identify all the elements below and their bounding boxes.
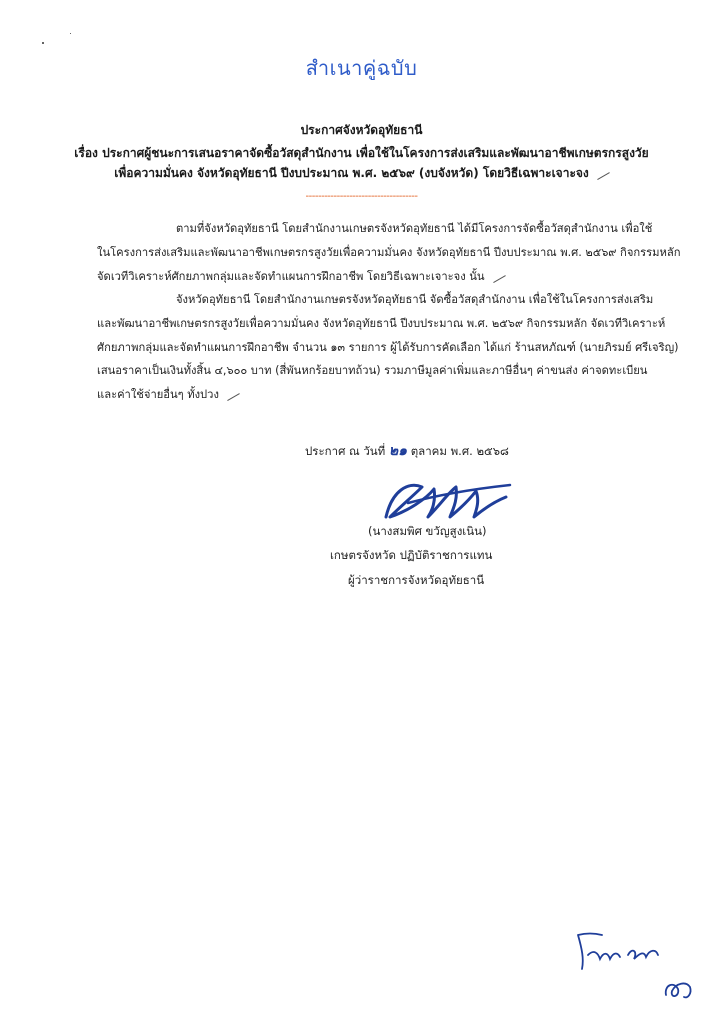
signer-position: เกษตรจังหวัด ปฏิบัติราชการแทน (330, 548, 493, 562)
paragraph-line: จังหวัดอุทัยธานี โดยสำนักงานเกษตรจังหวัดอุทัยธานี จัดซื้อวัสดุสำนักงาน เพื่อใช้ในโครงการส่งเสริม (176, 293, 654, 306)
paragraph-line: ในโครงการส่งเสริมและพัฒนาอาชีพเกษตรกรสูงวัยเพื่อความมั่นคง จังหวัดอุทัยธานี ปีงบประมาณ พ.ศ. ๒๕๖๙ กิจกรรมหลัก (97, 245, 681, 259)
subject-line-2: เพื่อความมั่นคง จังหวัดอุทัยธานี ปีงบประมาณ พ.ศ. ๒๕๖๙ (งบจังหวัด) โดยวิธีเฉพาะเจาะจง (60, 163, 663, 183)
paragraph-line: ตามที่จังหวัดอุทัยธานี โดยสำนักงานเกษตรจังหวัดอุทัยธานี ได้มีโครงการจัดซื้อวัสดุสำนักงาน เพื่อใช้ (176, 222, 653, 235)
signature-image (378, 477, 518, 523)
announcement-title: ประกาศจังหวัดอุทัยธานี (300, 123, 423, 137)
check-mark-icon (224, 388, 240, 401)
announce-date: ประกาศ ณ วันที่ ๒๑ ตุลาคม พ.ศ. ๒๕๖๘ (305, 443, 509, 459)
paragraph-1 (0, 217, 723, 288)
speck (70, 33, 71, 34)
paragraph-2 (0, 288, 723, 407)
check-mark-icon (594, 167, 610, 180)
paragraph-line: และค่าใช้จ่ายอื่นๆ ทั้งปวง (0, 383, 723, 407)
handwritten-day: ๒๑ (388, 443, 408, 459)
paragraph-line: ศักยภาพกลุ่มและจัดทำแผนการฝึกอาชีพ จำนวน ๑๓ รายการ ผู้ได้รับการคัดเลือก ได้แก่ ร้านสหภัณฑ์ (นายภิรมย์ ศรีเจริญ) (97, 340, 679, 354)
signer-name: (นางสมพิศ ขวัญสูงเนิน) (368, 524, 487, 538)
paragraph-line: เสนอราคาเป็นเงินทั้งสิ้น ๔,๖๐๐ บาท (สี่พันหกร้อยบาทถ้วน) รวมภาษีมูลค่าเพิ่มและภาษีอื่นๆ ค่าขนส่ง ค่าจดทะเบียน (97, 364, 648, 378)
paragraph-line: จัดเวทีวิเคราะห์ศักยภาพกลุ่มและจัดทำแผนการฝึกอาชีพ โดยวิธีเฉพาะเจาะจง นั้น (0, 265, 723, 289)
initials-mark (660, 975, 696, 1003)
copy-stamp: สำเนาคู่ฉบับ (305, 56, 418, 80)
signer-acting-for: ผู้ว่าราชการจังหวัดอุทัยธานี (348, 573, 485, 587)
initials-mark (572, 925, 662, 973)
speck (42, 42, 44, 44)
paragraph-line: และพัฒนาอาชีพเกษตรกรสูงวัยเพื่อความมั่นคง จังหวัดอุทัยธานี ปีงบประมาณ พ.ศ. ๒๕๖๙ กิจกรรมหลัก จัดเวทีวิเคราะห์ (97, 316, 666, 330)
check-mark-icon (490, 270, 506, 283)
divider: ------------------------------------ (305, 191, 418, 202)
subject-line-1: เรื่อง ประกาศผู้ชนะการเสนอราคาจัดซื้อวัสดุสำนักงาน เพื่อใช้ในโครงการส่งเสริมและพัฒนาอาชีพเกษตรกรสูงวัย (74, 146, 649, 160)
